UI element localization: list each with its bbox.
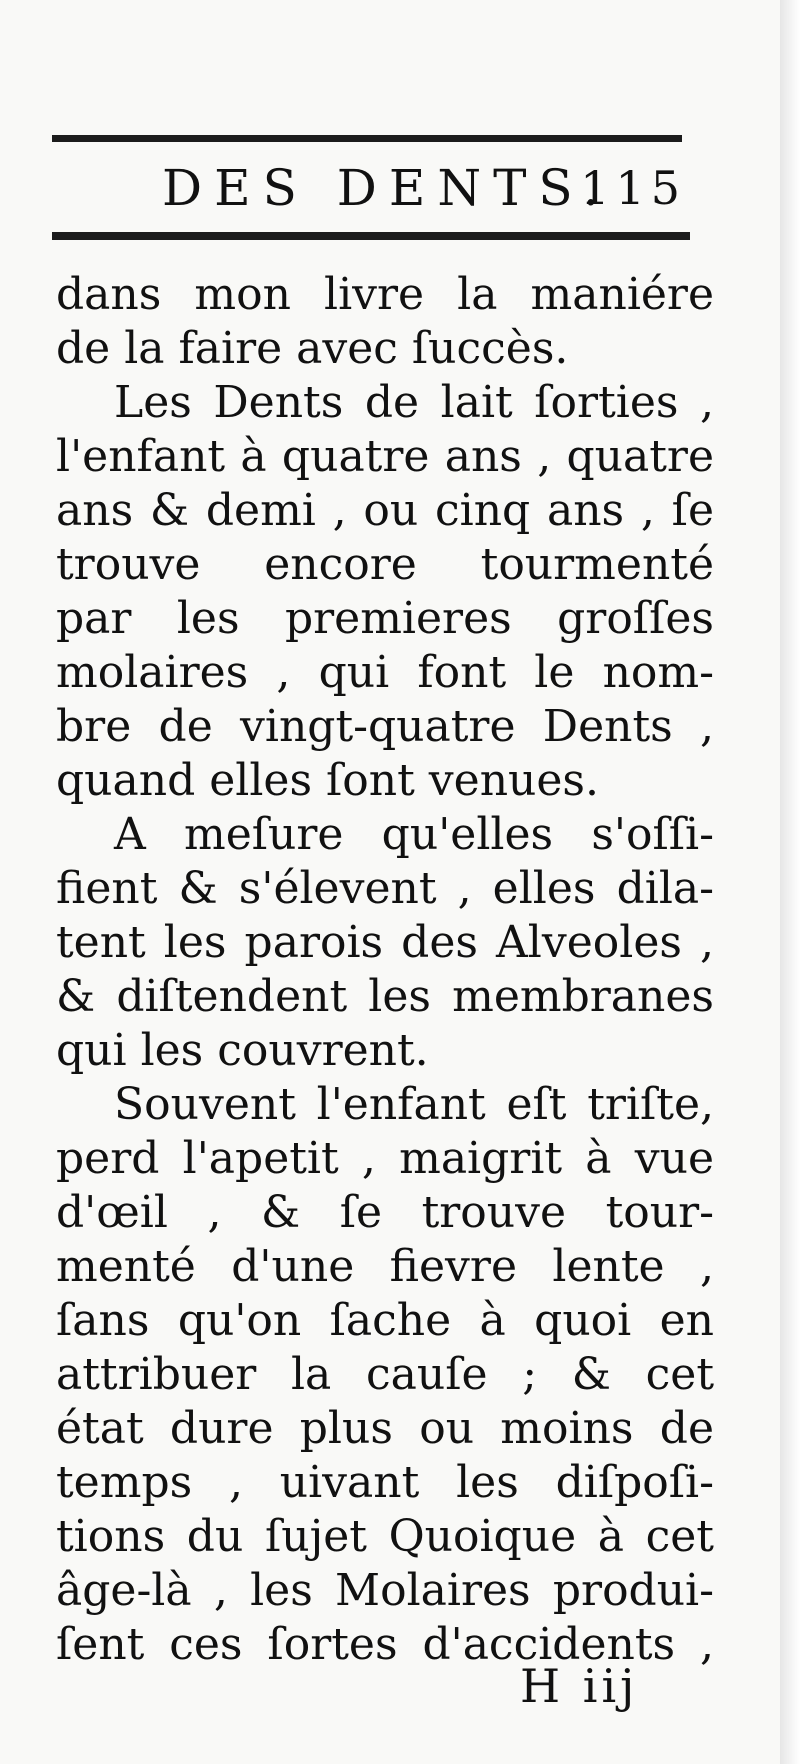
text-line: état dure plus ou moins de [56,1403,714,1454]
text-line: ſent ces ſortes d'accidents , [56,1619,714,1670]
header-rule-bottom [52,232,690,240]
text-line: tions du ſujet Quoique à cet [56,1511,714,1562]
text-line: dans mon livre la maniére [56,269,714,320]
page-edge [780,0,800,1764]
text-line: ſans qu'on ſache à quoi en [56,1295,714,1346]
running-head [52,150,688,220]
text-line: attribuer la cauſe ; & cet [56,1349,714,1400]
running-head-title: DES DENTS. [162,159,611,217]
signature-mark: H iij [520,1659,639,1713]
text-line: qui les couvrent. [56,1025,429,1076]
text-line: Souvent l'enfant eſt triſte, [114,1079,714,1130]
text-line: trouve encore tourmenté [56,539,714,590]
text-line: bre de vingt-quatre Dents , [56,701,714,752]
text-line: l'enfant à quatre ans , quatre [56,431,714,482]
text-line: âge-là , les Molaires produi- [56,1565,714,1616]
text-line: de la faire avec ſuccès. [56,323,569,374]
text-line: fient & s'élevent , elles dila- [56,863,714,914]
page-number: 115 [580,161,686,215]
text-line: molaires , qui font le nom- [56,647,714,698]
text-line: quand elles ſont venues. [56,755,599,806]
header-rule-top [52,135,682,142]
text-line: ans & demi , ou cinq ans , ſe [56,485,714,536]
text-line: temps , uivant les diſpoſi- [56,1457,714,1508]
text-line: tent les parois des Alveoles , [56,917,714,968]
text-line: A meſure qu'elles s'oſſi- [114,809,714,860]
text-line: d'œil , & ſe trouve tour- [56,1187,714,1238]
text-line: par les premieres groſſes [56,593,714,644]
text-line: & diſtendent les membranes [56,971,714,1022]
text-line: menté d'une fievre lente , [56,1241,714,1292]
text-line: perd l'apetit , maigrit à vue [56,1133,714,1184]
text-line: Les Dents de lait ſorties , [114,377,714,428]
body-text [56,268,714,1672]
